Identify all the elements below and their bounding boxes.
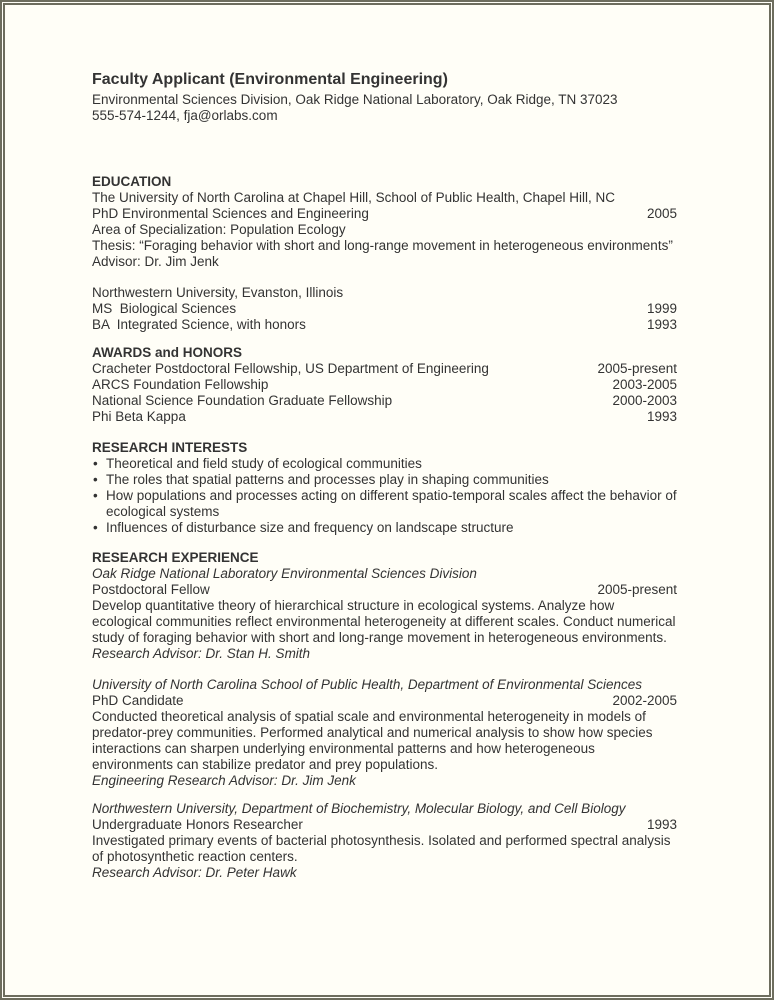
award-row [92, 393, 677, 409]
award-year: 2005-present [597, 361, 677, 376]
award-title: ARCS Foundation Fellowship [92, 377, 269, 392]
education-heading: EDUCATION [92, 174, 172, 189]
research-experience-heading: RESEARCH EXPERIENCE [92, 550, 259, 565]
award-year: 2003-2005 [612, 377, 677, 392]
organization-line: Northwestern University, Department of Biochemistry, Molecular Biology, and Cell Biology [92, 801, 626, 816]
position-block-ornl [92, 566, 677, 662]
applicant-name: Faculty Applicant (Environmental Engineering) [92, 71, 448, 88]
award-row [92, 361, 677, 377]
institution-line: Northwestern University, Evanston, Illinois [92, 285, 344, 300]
degree-title: BA Integrated Science, with honors [92, 317, 306, 332]
interest-text: The roles that spatial patterns and processes play in shaping communities [106, 472, 549, 487]
award-title: National Science Foundation Graduate Fellowship [92, 393, 393, 408]
role-title: PhD Candidate [92, 693, 184, 708]
award-year: 1993 [646, 409, 677, 424]
interest-text: How populations and processes acting on different spatio-temporal scales affect the behavior of ecological systems [106, 488, 677, 519]
degree-row [92, 317, 677, 333]
advisor-line: Research Advisor: Dr. Stan H. Smith [92, 646, 311, 661]
interest-item [92, 488, 677, 520]
interest-item [92, 456, 677, 472]
role-row [92, 817, 677, 833]
award-row [92, 409, 677, 425]
degree-row [92, 301, 677, 317]
applicant-contact: 555-574-1244, fja@orlabs.com [92, 108, 278, 123]
award-row [92, 377, 677, 393]
detail-line-specialization: Area of Specialization: Population Ecology [92, 222, 346, 237]
degree-row [92, 206, 677, 222]
bullet-icon: • [93, 456, 98, 471]
bullet-icon: • [93, 520, 98, 535]
institution-line: The University of North Carolina at Chapel Hill, School of Public Health, Chapel Hill, NC [92, 190, 615, 205]
school-block-unc [92, 190, 677, 270]
section-research-experience [92, 550, 677, 881]
award-title: Phi Beta Kappa [92, 409, 186, 424]
school-block-northwestern [92, 285, 677, 333]
header-block [92, 70, 677, 124]
role-title: Undergraduate Honors Researcher [92, 817, 303, 832]
role-title: Postdoctoral Fellow [92, 582, 210, 597]
advisor-line: Engineering Research Advisor: Dr. Jim Jenk [92, 773, 356, 788]
position-description: Develop quantitative theory of hierarchical structure in ecological systems. Analyze how ecological communities reflect environmental heterogeneity at different scales. Conduct numerical study of foraging behavior with short and long-range movement in heterogeneous environments. [92, 598, 676, 645]
interest-item [92, 472, 677, 488]
resume-content [92, 70, 677, 881]
research-interests-heading: RESEARCH INTERESTS [92, 440, 248, 455]
role-row [92, 582, 677, 598]
awards-heading: AWARDS and HONORS [92, 345, 243, 360]
role-dates: 2005-present [597, 582, 677, 597]
detail-line-thesis: Thesis: “Foraging behavior with short and long-range movement in heterogeneous environments” [92, 238, 673, 253]
degree-year: 1993 [646, 317, 677, 332]
section-education [92, 174, 677, 333]
bullet-icon: • [93, 488, 98, 503]
degree-year: 1999 [646, 301, 677, 316]
position-block-northwestern [92, 801, 677, 881]
position-description: Conducted theoretical analysis of spatial scale and environmental heterogeneity in models of predator-prey communities. Performed analytical and numerical analysis to show how species interactions can sharpen underlying environmental patterns and how heterogeneous environments can stabilize predator and prey populations. [92, 709, 653, 772]
role-dates: 1993 [646, 817, 677, 832]
section-awards [92, 345, 677, 425]
role-dates: 2002-2005 [612, 693, 677, 708]
bullet-icon: • [93, 472, 98, 487]
applicant-address: Environmental Sciences Division, Oak Ridge National Laboratory, Oak Ridge, TN 37023 [92, 92, 618, 107]
advisor-line: Research Advisor: Dr. Peter Hawk [92, 865, 297, 880]
position-block-unc [92, 677, 677, 789]
award-year: 2000-2003 [612, 393, 677, 408]
award-title: Cracheter Postdoctoral Fellowship, US Department of Engineering [92, 361, 489, 376]
position-description: Investigated primary events of bacterial photosynthesis. Isolated and performed spectral analysis of photosynthetic reaction centers. [92, 833, 671, 864]
detail-line-advisor: Advisor: Dr. Jim Jenk [92, 254, 219, 269]
role-row [92, 693, 677, 709]
degree-title: MS Biological Sciences [92, 301, 237, 316]
degree-year: 2005 [646, 206, 677, 221]
interest-text: Influences of disturbance size and frequency on landscape structure [106, 520, 514, 535]
organization-line: University of North Carolina School of Public Health, Department of Environmental Sciences [92, 677, 643, 692]
section-research-interests [92, 440, 677, 536]
degree-title: PhD Environmental Sciences and Engineering [92, 206, 369, 221]
interest-item [92, 520, 677, 536]
interest-text: Theoretical and field study of ecological communities [106, 456, 422, 471]
organization-line: Oak Ridge National Laboratory Environmental Sciences Division [92, 566, 477, 581]
